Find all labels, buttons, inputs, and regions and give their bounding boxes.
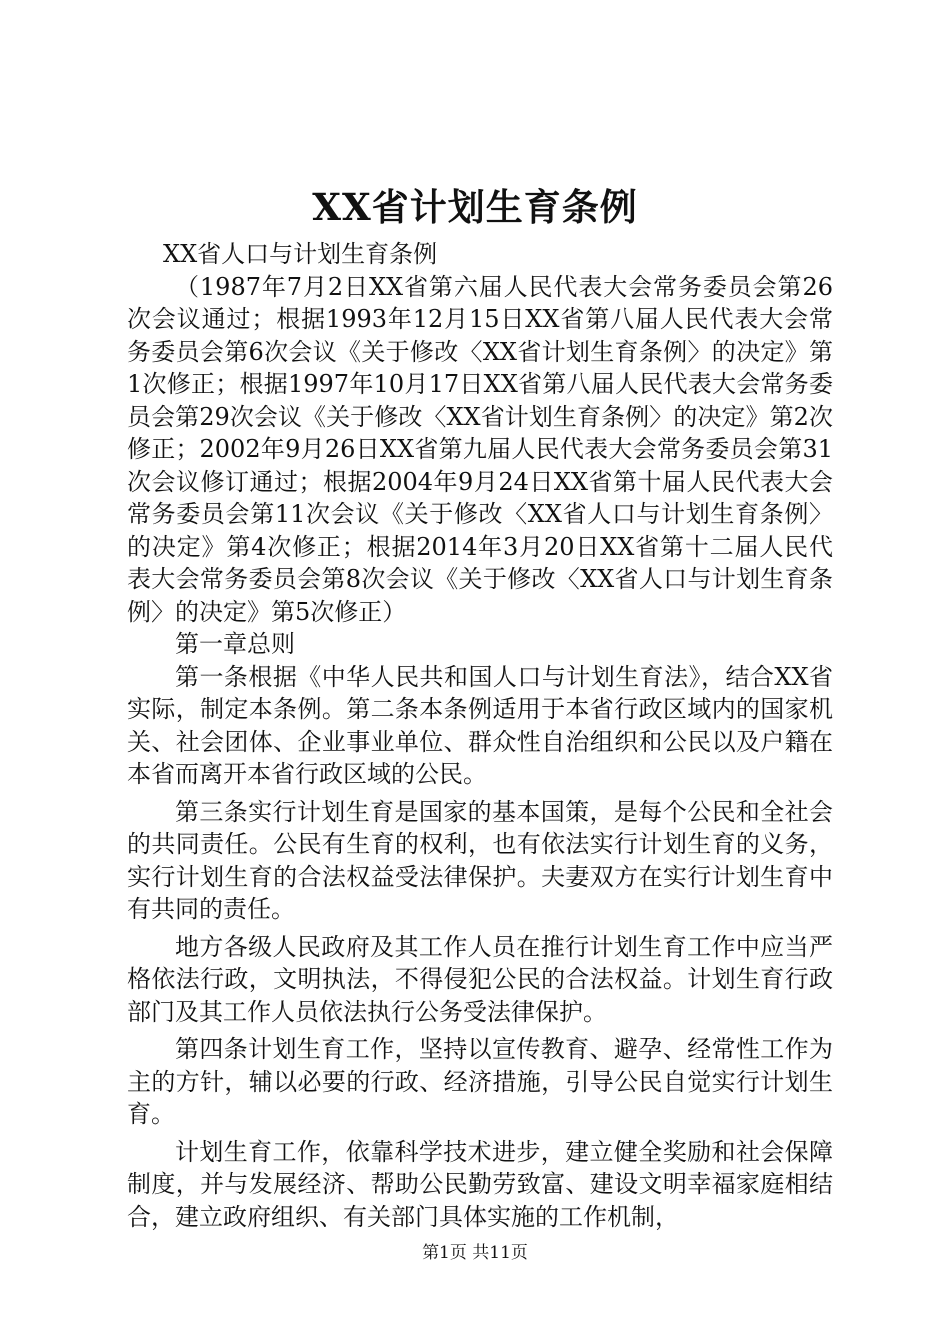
chapter-heading: 第一章总则 (175, 630, 295, 658)
article-paragraph: 地方各级人民政府及其工作人员在推行计划生育工作中应当严格依法行政，文明执法，不得侵犯公民的合法权益。计划生育行政部门及其工作人员依法执行公务受法律保护。 (127, 932, 833, 1026)
article-paragraph: 第四条计划生育工作，坚持以宣传教育、避孕、经常性工作为主的方针，辅以必要的行政、经济措施，引导公民自觉实行计划生育。 (127, 1035, 833, 1128)
document-body (127, 238, 833, 1233)
subtitle-paragraph: XX省人口与计划生育条例 (163, 240, 438, 268)
amendment-history-paragraph: （1987年7月2日XX省第六届人民代表大会常务委员会第26次会议通过；根据1993年12月15日XX省第八届人民代表大会常务委员会第6次会议《关于修改〈XX省计划生育条例〉的决定》第1次修正；根据1997年10月17日XX省第八届人民代表大会常务委员会第29次会议《关于修改〈XX省计划生育条例〉的决定》第2次修正；2002年9月26日XX省第九届人民代表大会常务委员会第31次会议修订通过；根据2004年9月24日XX省第十届人民代表大会常务委员会第11次会议《关于修改〈XX省人口与计划生育条例〉的决定》第4次修正；根据2014年3月20日XX省第十二届人民代表大会常务委员会第8次会议《关于修改〈XX省人口与计划生育条例〉的决定》第5次修正） (127, 272, 833, 626)
page-footer: 第1页 共11页 (422, 1243, 528, 1263)
document-title: XX省计划生育条例 (312, 185, 638, 229)
article-paragraph: 第一条根据《中华人民共和国人口与计划生育法》，结合XX省实际，制定本条例。第二条本条例适用于本省行政区域内的国家机关、社会团体、企业事业单位、群众性自治组织和公民以及户籍在本省而离开本省行政区域的公民。 (127, 662, 833, 788)
article-paragraph: 计划生育工作，依靠科学技术进步，建立健全奖励和社会保障制度，并与发展经济、帮助公民勤劳致富、建设文明幸福家庭相结合，建立政府组织、有关部门具体实施的工作机制， (127, 1137, 833, 1231)
article-paragraph: 第三条实行计划生育是国家的基本国策，是每个公民和全社会的共同责任。公民有生育的权利，也有依法实行计划生育的义务，实行计划生育的合法权益受法律保护。夫妻双方在实行计划生育中有共同的责任。 (127, 797, 833, 923)
